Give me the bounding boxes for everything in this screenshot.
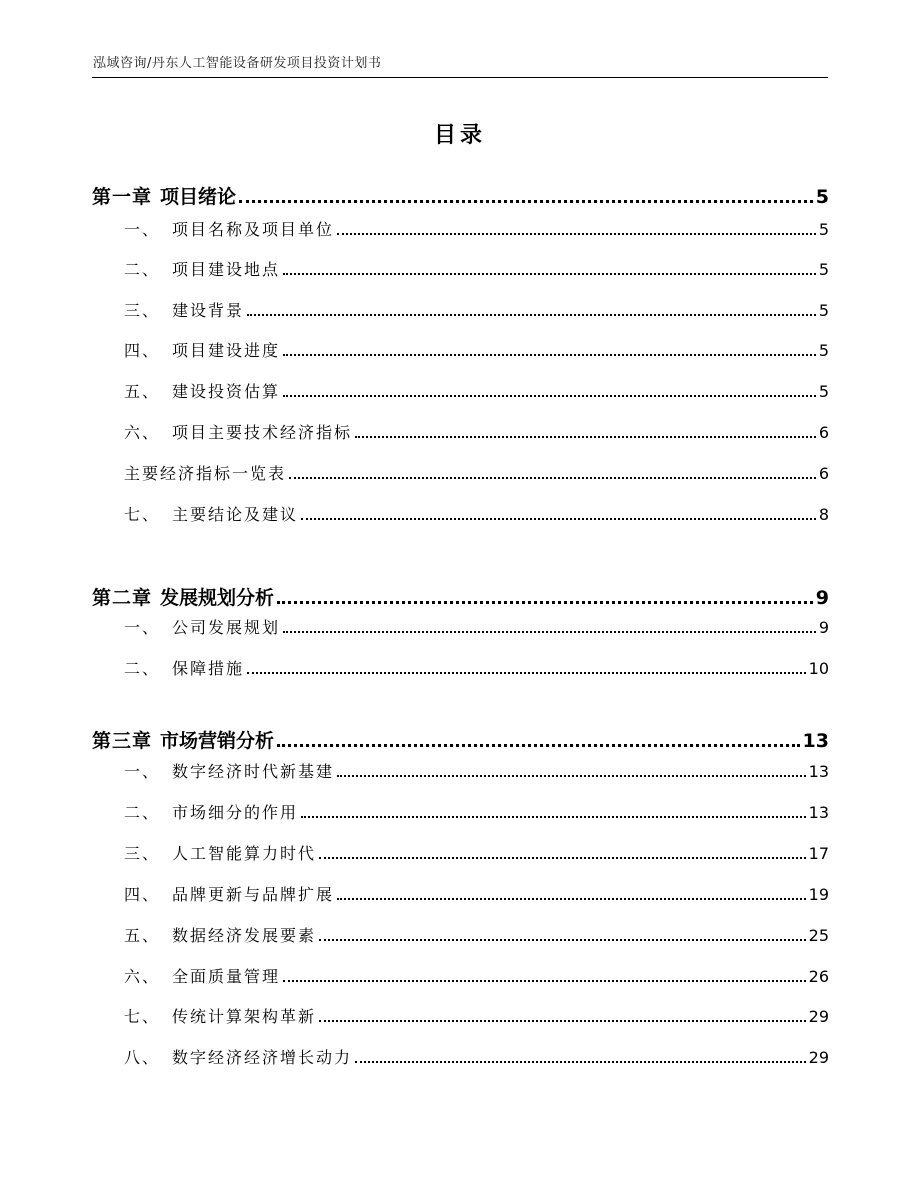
toc-entry-number: 五、: [124, 926, 161, 945]
toc-entry-page-number: 29: [808, 1048, 829, 1067]
toc-entry-label: 传统计算架构革新: [172, 1007, 317, 1026]
toc-dot-leader: [247, 313, 816, 316]
toc-entry-page-number: 13: [802, 730, 829, 752]
toc-section-entry[interactable]: [92, 219, 829, 241]
toc-entry-label: 项目主要技术经济指标: [172, 423, 353, 442]
running-header: 泓域咨询/丹东人工智能设备研发项目投资计划书: [93, 56, 382, 71]
toc-entry-page-number: 9: [815, 587, 829, 609]
toc-entry-number: 三、: [124, 301, 161, 320]
toc-dot-leader: [301, 517, 816, 520]
toc-entry-label: 数字经济时代新基建: [172, 762, 335, 781]
toc-entry-label: 数据经济发展要素: [172, 926, 317, 945]
toc-section-entry[interactable]: [92, 422, 829, 444]
toc-section-entry[interactable]: [92, 340, 829, 362]
toc-entry-page-number: 6: [818, 464, 829, 483]
toc-entry-label: 数字经济经济增长动力: [172, 1048, 353, 1067]
toc-entry-page-number: 13: [808, 762, 829, 781]
toc-entry-page-number: 19: [808, 885, 829, 904]
toc-dot-leader: [319, 1019, 806, 1022]
toc-entry-number: 七、: [124, 1007, 161, 1026]
toc-entry-number: 第三章: [92, 730, 153, 752]
toc-entry-label: 项目建设进度: [172, 341, 281, 360]
toc-section-entry[interactable]: [92, 658, 829, 680]
toc-section-entry[interactable]: [92, 504, 829, 526]
toc-chapter-entry[interactable]: [92, 184, 829, 210]
toc-dot-leader: [283, 394, 816, 397]
toc-dot-leader: [283, 272, 816, 275]
toc-dot-leader: [239, 199, 813, 203]
toc-entry-page-number: 5: [818, 260, 829, 279]
toc-dot-leader: [283, 630, 816, 633]
toc-entry-number: 六、: [124, 967, 161, 986]
toc-section-entry[interactable]: [92, 1006, 829, 1028]
toc-entry-page-number: 10: [808, 659, 829, 678]
toc-entry-number: 二、: [124, 803, 161, 822]
toc-entry-label: 人工智能算力时代: [172, 844, 317, 863]
toc-dot-leader: [289, 476, 816, 479]
toc-entry-number: 一、: [124, 220, 161, 239]
toc-dot-leader: [355, 435, 816, 438]
toc-entry-number: 八、: [124, 1048, 161, 1067]
toc-section-entry[interactable]: [92, 300, 829, 322]
toc-dot-leader: [337, 774, 806, 777]
toc-entry-page-number: 9: [818, 618, 829, 637]
toc-entry-page-number: 5: [818, 301, 829, 320]
toc-entry-page-number: 5: [818, 220, 829, 239]
toc-section-entry[interactable]: [92, 617, 829, 639]
toc-entry-number: 四、: [124, 885, 161, 904]
toc-entry-label: 公司发展规划: [172, 618, 281, 637]
toc-entry-label: 项目绪论: [160, 186, 237, 208]
toc-section-entry[interactable]: [92, 925, 829, 947]
toc-entry-page-number: 5: [818, 382, 829, 401]
toc-entry-page-number: 5: [815, 186, 829, 208]
toc-section-entry[interactable]: [92, 802, 829, 824]
toc-dot-leader: [277, 600, 813, 604]
toc-entry-label: 发展规划分析: [160, 587, 275, 609]
toc-entry-number: 第二章: [92, 587, 153, 609]
toc-entry-number: 一、: [124, 618, 161, 637]
toc-dot-leader: [319, 938, 806, 941]
toc-section-entry[interactable]: [92, 884, 829, 906]
toc-entry-number: 六、: [124, 423, 161, 442]
toc-entry-label: 项目名称及项目单位: [172, 220, 335, 239]
toc-chapter-entry[interactable]: [92, 585, 829, 611]
toc-dot-leader: [277, 743, 800, 747]
toc-section-entry[interactable]: [92, 843, 829, 865]
toc-dot-leader: [355, 1060, 806, 1063]
toc-entry-label: 主要经济指标一览表: [124, 464, 287, 483]
toc-entry-number: 二、: [124, 659, 161, 678]
toc-entry-label: 项目建设地点: [172, 260, 281, 279]
toc-entry-label: 建设投资估算: [172, 382, 281, 401]
toc-dot-leader: [283, 353, 816, 356]
toc-entry-number: 一、: [124, 762, 161, 781]
toc-dot-leader: [337, 232, 816, 235]
toc-entry-page-number: 26: [808, 967, 829, 986]
toc-entry-number: 三、: [124, 844, 161, 863]
toc-entry-number: 四、: [124, 341, 161, 360]
toc-entry-page-number: 17: [808, 844, 829, 863]
toc-entry-number: 七、: [124, 505, 161, 524]
toc-section-entry[interactable]: [92, 259, 829, 281]
toc-entry-page-number: 5: [818, 341, 829, 360]
toc-entry-page-number: 29: [808, 1007, 829, 1026]
toc-dot-leader: [301, 815, 806, 818]
toc-entry-number: 五、: [124, 382, 161, 401]
page-title: 目录: [433, 123, 486, 148]
toc-dot-leader: [283, 979, 806, 982]
toc-entry-label: 建设背景: [172, 301, 245, 320]
toc-entry-label: 市场营销分析: [160, 730, 275, 752]
toc-chapter-entry[interactable]: [92, 728, 829, 754]
toc-dot-leader: [319, 856, 806, 859]
toc-dot-leader: [337, 897, 806, 900]
toc-entry-page-number: 8: [818, 505, 829, 524]
toc-entry-label: 品牌更新与品牌扩展: [172, 885, 335, 904]
toc-entry-label: 保障措施: [172, 659, 245, 678]
toc-entry-page-number: 25: [808, 926, 829, 945]
toc-entry-page-number: 6: [818, 423, 829, 442]
toc-section-entry[interactable]: [92, 761, 829, 783]
toc-dot-leader: [247, 671, 806, 674]
toc-entry-page-number: 13: [808, 803, 829, 822]
toc-entry-label: 市场细分的作用: [172, 803, 299, 822]
toc-entry-label: 主要结论及建议: [172, 505, 299, 524]
toc-section-entry[interactable]: [92, 1047, 829, 1069]
toc-entry-number: 二、: [124, 260, 161, 279]
toc-section-entry[interactable]: [92, 966, 829, 988]
toc-entry-number: 第一章: [92, 186, 153, 208]
toc-entry-label: 全面质量管理: [172, 967, 281, 986]
toc-section-entry[interactable]: [124, 463, 829, 485]
toc-section-entry[interactable]: [92, 381, 829, 403]
